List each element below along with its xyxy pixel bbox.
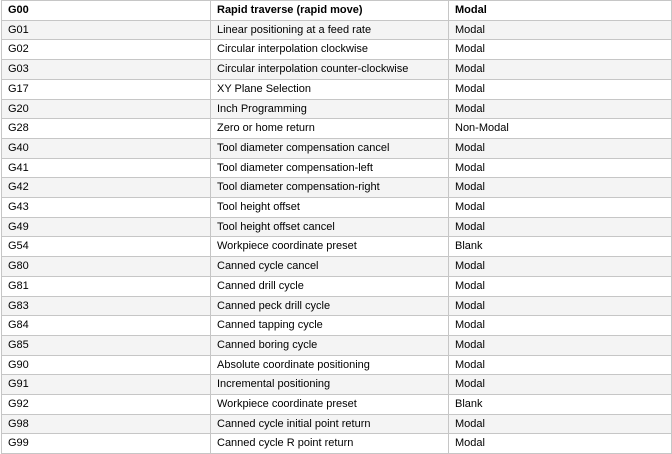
type-cell: Modal — [449, 414, 672, 434]
code-cell: G41 — [2, 158, 211, 178]
code-cell: G01 — [2, 20, 211, 40]
description-cell: Inch Programming — [211, 99, 449, 119]
code-cell: G85 — [2, 335, 211, 355]
type-cell: Modal — [449, 60, 672, 80]
type-cell: Modal — [449, 20, 672, 40]
table-row — [2, 296, 672, 316]
type-cell: Modal — [449, 158, 672, 178]
description-cell: Workpiece coordinate preset — [211, 395, 449, 415]
description-cell: Tool diameter compensation-right — [211, 178, 449, 198]
code-cell: G28 — [2, 119, 211, 139]
description-cell: Absolute coordinate positioning — [211, 355, 449, 375]
description-cell: Tool diameter compensation-left — [211, 158, 449, 178]
type-cell: Blank — [449, 237, 672, 257]
code-cell: G99 — [2, 434, 211, 454]
type-cell: Modal — [449, 276, 672, 296]
type-cell: Modal — [449, 99, 672, 119]
table-row — [2, 138, 672, 158]
description-cell: Circular interpolation counter-clockwise — [211, 60, 449, 80]
code-cell: G92 — [2, 395, 211, 415]
code-cell: G98 — [2, 414, 211, 434]
code-cell: G80 — [2, 257, 211, 277]
header-type-cell: Modal — [449, 1, 672, 21]
code-cell: G03 — [2, 60, 211, 80]
description-cell: Zero or home return — [211, 119, 449, 139]
description-cell: Tool height offset — [211, 198, 449, 218]
code-cell: G83 — [2, 296, 211, 316]
type-cell: Modal — [449, 198, 672, 218]
description-cell: XY Plane Selection — [211, 79, 449, 99]
type-cell: Modal — [449, 138, 672, 158]
code-cell: G42 — [2, 178, 211, 198]
code-cell: G54 — [2, 237, 211, 257]
table-row — [2, 355, 672, 375]
table-row — [2, 119, 672, 139]
description-cell: Workpiece coordinate preset — [211, 237, 449, 257]
code-cell: G91 — [2, 375, 211, 395]
table-row — [2, 79, 672, 99]
table-row — [2, 257, 672, 277]
table-row — [2, 217, 672, 237]
code-cell: G02 — [2, 40, 211, 60]
header-code-cell: G00 — [2, 1, 211, 21]
table-row — [2, 316, 672, 336]
type-cell: Modal — [449, 335, 672, 355]
description-cell: Canned boring cycle — [211, 335, 449, 355]
type-cell: Modal — [449, 355, 672, 375]
description-cell: Linear positioning at a feed rate — [211, 20, 449, 40]
type-cell: Modal — [449, 217, 672, 237]
table-row — [2, 40, 672, 60]
description-cell: Canned cycle cancel — [211, 257, 449, 277]
description-cell: Canned drill cycle — [211, 276, 449, 296]
gcode-table-body — [2, 1, 672, 454]
table-row — [2, 60, 672, 80]
code-cell: G17 — [2, 79, 211, 99]
description-cell: Canned peck drill cycle — [211, 296, 449, 316]
description-cell: Canned cycle initial point return — [211, 414, 449, 434]
type-cell: Modal — [449, 257, 672, 277]
table-row — [2, 276, 672, 296]
table-row — [2, 395, 672, 415]
table-row — [2, 375, 672, 395]
code-cell: G43 — [2, 198, 211, 218]
code-cell: G84 — [2, 316, 211, 336]
type-cell: Non-Modal — [449, 119, 672, 139]
table-header-row — [2, 1, 672, 21]
type-cell: Modal — [449, 40, 672, 60]
description-cell: Canned tapping cycle — [211, 316, 449, 336]
description-cell: Tool height offset cancel — [211, 217, 449, 237]
description-cell: Tool diameter compensation cancel — [211, 138, 449, 158]
type-cell: Modal — [449, 296, 672, 316]
type-cell: Modal — [449, 316, 672, 336]
table-row — [2, 434, 672, 454]
description-cell: Circular interpolation clockwise — [211, 40, 449, 60]
table-row — [2, 158, 672, 178]
type-cell: Blank — [449, 395, 672, 415]
code-cell: G49 — [2, 217, 211, 237]
table-row — [2, 178, 672, 198]
header-description-cell: Rapid traverse (rapid move) — [211, 1, 449, 21]
code-cell: G20 — [2, 99, 211, 119]
table-row — [2, 414, 672, 434]
description-cell: Canned cycle R point return — [211, 434, 449, 454]
table-row — [2, 237, 672, 257]
table-row — [2, 198, 672, 218]
table-row — [2, 335, 672, 355]
code-cell: G40 — [2, 138, 211, 158]
type-cell: Modal — [449, 375, 672, 395]
type-cell: Modal — [449, 79, 672, 99]
table-row — [2, 20, 672, 40]
table-row — [2, 99, 672, 119]
code-cell: G90 — [2, 355, 211, 375]
description-cell: Incremental positioning — [211, 375, 449, 395]
type-cell: Modal — [449, 434, 672, 454]
type-cell: Modal — [449, 178, 672, 198]
code-cell: G81 — [2, 276, 211, 296]
gcode-table — [1, 0, 672, 454]
